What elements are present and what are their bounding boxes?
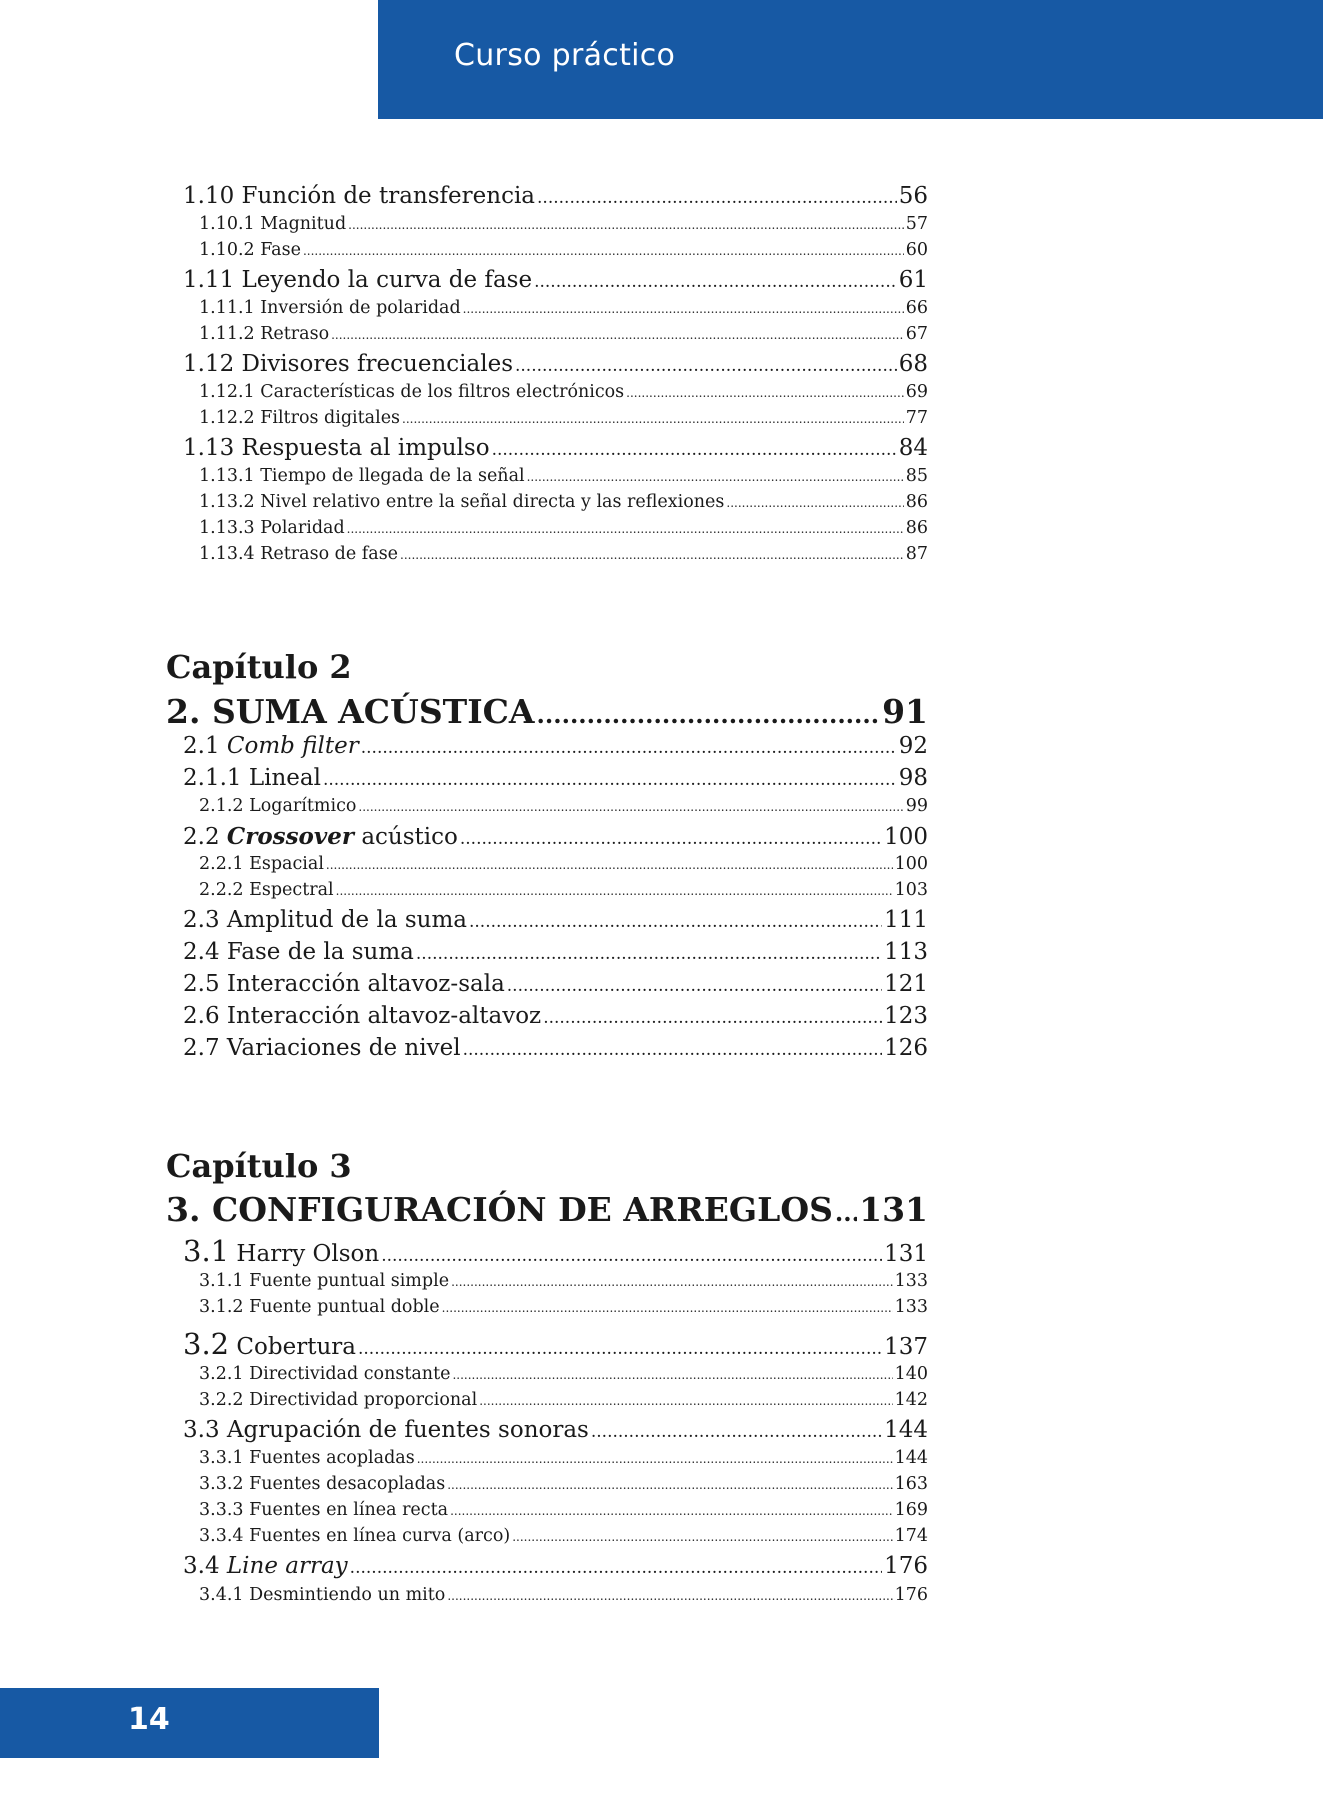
toc-entry <box>183 765 928 795</box>
toc-entry <box>183 907 928 937</box>
chapter-title-text: 2. SUMA ACÚSTICA <box>166 692 535 731</box>
toc-entry-number: 3.1 <box>183 1234 230 1268</box>
toc-entry-label: 1.13.2 Nivel relativo entre la señal directa y las reflexiones <box>199 492 725 512</box>
toc-entry-number: 2.2 <box>183 824 227 850</box>
toc-entry-label: 1.11.1 Inversión de polaridad <box>199 298 461 318</box>
toc-entry-label: 2.3 Amplitud de la suma <box>183 907 467 933</box>
toc-entry-page: 84 <box>898 435 928 461</box>
toc-entry-label <box>183 733 359 759</box>
toc-entry-page: 69 <box>905 382 928 402</box>
toc-entry-label: 2.2.1 Espacial <box>199 854 324 874</box>
toc-entry-label: 3.2.2 Directividad proporcional <box>199 1390 478 1410</box>
toc-entry-page: 77 <box>905 408 928 428</box>
toc-entry-page: 142 <box>894 1390 928 1410</box>
toc-entry-label: 1.11 Leyendo la curva de fase <box>183 267 533 293</box>
toc-entry-page: 144 <box>884 1417 928 1443</box>
toc-entry-page: 100 <box>894 854 928 874</box>
toc-entry-label: 1.11.2 Retraso <box>199 324 330 344</box>
toc-entry-page: 133 <box>894 1271 928 1291</box>
toc-entry <box>199 1271 928 1295</box>
toc-entry-page: 111 <box>884 907 928 933</box>
toc-entry <box>183 823 928 853</box>
header-title: Curso práctico <box>454 38 676 73</box>
toc-entry <box>183 1234 928 1268</box>
toc-entry <box>199 796 928 820</box>
toc-entry <box>183 183 928 213</box>
toc-entry-label: 3.3.1 Fuentes acopladas <box>199 1448 415 1468</box>
toc-entry-label: 3.3.2 Fuentes desacopladas <box>199 1474 446 1494</box>
toc-entry-page: 92 <box>898 733 928 759</box>
toc-entry-label: 1.12.2 Filtros digitales <box>199 408 401 428</box>
toc-entry <box>183 1417 928 1447</box>
chapter-title-page: 131 <box>859 1190 928 1229</box>
toc-entry-text: Cobertura <box>229 1334 356 1360</box>
toc-entry <box>183 939 928 969</box>
toc-entry <box>183 1003 928 1033</box>
toc-entry <box>199 492 928 516</box>
toc-entry-page: 99 <box>905 796 928 816</box>
toc-entry <box>183 267 928 297</box>
toc-entry-label <box>183 1327 356 1361</box>
toc-entry-label: 1.12 Divisores frecuenciales <box>183 351 513 377</box>
toc-entry-text: Harry Olson <box>229 1241 380 1267</box>
toc-entry <box>183 351 928 381</box>
toc-entry-page: 140 <box>894 1364 928 1384</box>
toc-entry-label: 3.4.1 Desmintiendo un mito <box>199 1585 446 1605</box>
toc-entry-page: 144 <box>894 1448 928 1468</box>
toc-entry-label: 3.3.3 Fuentes en línea recta <box>199 1500 449 1520</box>
toc-entry-label <box>183 823 458 850</box>
toc-entry-label: 1.12.1 Características de los filtros electrónicos <box>199 382 625 402</box>
toc-entry <box>199 1448 928 1472</box>
toc-entry-page: 98 <box>898 765 928 791</box>
chapter-title-text: 3. CONFIGURACIÓN DE ARREGLOS <box>166 1190 833 1229</box>
toc-entry <box>199 382 928 406</box>
toc-entry <box>199 1585 928 1609</box>
toc-entry-label: 3.2.1 Directividad constante <box>199 1364 451 1384</box>
toc-entry-label: 1.10.1 Magnitud <box>199 214 347 234</box>
toc-entry <box>199 518 928 542</box>
toc-entry-label: 1.13.3 Polaridad <box>199 518 345 538</box>
toc-entry <box>183 1327 928 1361</box>
chapter-label: Capítulo 3 <box>166 1147 352 1185</box>
toc-entry-page: 123 <box>884 1003 928 1029</box>
toc-entry <box>199 854 928 878</box>
toc-entry <box>199 1526 928 1550</box>
toc-entry-italic-term: Crossover <box>226 823 355 850</box>
toc-entry-page: 137 <box>884 1334 928 1360</box>
toc-entry <box>183 1035 928 1065</box>
toc-entry-number: 2.1 <box>183 733 227 759</box>
toc-entry-page: 163 <box>894 1474 928 1494</box>
toc-entry-label: 1.13 Respuesta al impulso <box>183 435 490 461</box>
chapter-title-page: 91 <box>882 692 928 731</box>
toc-entry-label: 2.7 Variaciones de nivel <box>183 1035 461 1061</box>
toc-entry-label: 2.6 Interacción altavoz-altavoz <box>183 1003 542 1029</box>
toc-entry-label: 1.13.4 Retraso de fase <box>199 544 399 564</box>
toc-entry-page: 67 <box>905 324 928 344</box>
toc-entry-page: 176 <box>884 1553 928 1579</box>
toc-entry-page: 121 <box>884 971 928 997</box>
toc-entry-page: 68 <box>898 351 928 377</box>
toc-entry <box>199 324 928 348</box>
toc-entry-label: 3.3.4 Fuentes en línea curva (arco) <box>199 1526 511 1546</box>
toc-entry-page: 176 <box>894 1585 928 1605</box>
toc-entry <box>199 1474 928 1498</box>
toc-entry-label: 2.5 Interacción altavoz-sala <box>183 971 505 997</box>
toc-entry-label: 2.1.1 Lineal <box>183 765 321 791</box>
toc-entry-page: 131 <box>884 1241 928 1267</box>
toc-entry <box>199 240 928 264</box>
toc-entry-label: 3.1.1 Fuente puntual simple <box>199 1271 450 1291</box>
toc-entry-label: 1.10 Función de transferencia <box>183 183 536 209</box>
toc-entry-page: 60 <box>905 240 928 260</box>
toc-entry-page: 169 <box>894 1500 928 1520</box>
toc-entry <box>183 435 928 465</box>
toc-entry-page: 126 <box>884 1035 928 1061</box>
toc-entry-number: 3.4 <box>183 1553 227 1579</box>
toc-entry-page: 100 <box>884 824 928 850</box>
toc-entry-label: 3.1.2 Fuente puntual doble <box>199 1297 440 1317</box>
toc-entry-page: 57 <box>905 214 928 234</box>
toc-entry-number: 3.2 <box>183 1327 230 1361</box>
toc-entry-page: 66 <box>905 298 928 318</box>
toc-entry-page: 174 <box>894 1526 928 1546</box>
toc-entry-label: 2.1.2 Logarítmico <box>199 796 357 816</box>
toc-entry <box>183 971 928 1001</box>
toc-entry <box>199 880 928 904</box>
toc-entry <box>199 1364 928 1388</box>
toc-entry-suffix: acústico <box>354 824 458 850</box>
toc-entry-page: 61 <box>898 267 928 293</box>
toc-entry <box>199 466 928 490</box>
toc-entry-page: 56 <box>898 183 928 209</box>
page-number: 14 <box>128 1702 170 1737</box>
toc-entry-page: 86 <box>905 518 928 538</box>
toc-entry <box>183 1553 928 1583</box>
chapter-label: Capítulo 2 <box>166 648 352 686</box>
toc-entry-italic-term: Comb filter <box>226 733 359 759</box>
toc-entry-label: 2.4 Fase de la suma <box>183 939 414 965</box>
toc-entry <box>199 1500 928 1524</box>
toc-entry <box>199 1297 928 1321</box>
toc-entry-label: 2.2.2 Espectral <box>199 880 334 900</box>
toc-entry-page: 113 <box>884 939 928 965</box>
toc-entry <box>199 298 928 322</box>
toc-entry <box>199 408 928 432</box>
toc-entry-label <box>183 1234 379 1268</box>
toc-entry-label: 3.3 Agrupación de fuentes sonoras <box>183 1417 589 1443</box>
toc-entry-label <box>183 1553 348 1579</box>
chapter-title <box>166 692 928 731</box>
toc-entry <box>199 544 928 568</box>
toc-entry <box>199 214 928 238</box>
toc-entry <box>183 733 928 763</box>
toc-entry-page: 133 <box>894 1297 928 1317</box>
chapter-title <box>166 1190 928 1229</box>
toc-entry-page: 86 <box>905 492 928 512</box>
toc-entry-label: 1.13.1 Tiempo de llegada de la señal <box>199 466 525 486</box>
toc-entry-italic-term: Line array <box>226 1553 348 1579</box>
toc-entry-page: 85 <box>905 466 928 486</box>
footer-bar <box>0 1688 379 1758</box>
toc-entry-label: 1.10.2 Fase <box>199 240 301 260</box>
toc-entry <box>199 1390 928 1414</box>
toc-entry-page: 103 <box>894 880 928 900</box>
toc-entry-page: 87 <box>905 544 928 564</box>
